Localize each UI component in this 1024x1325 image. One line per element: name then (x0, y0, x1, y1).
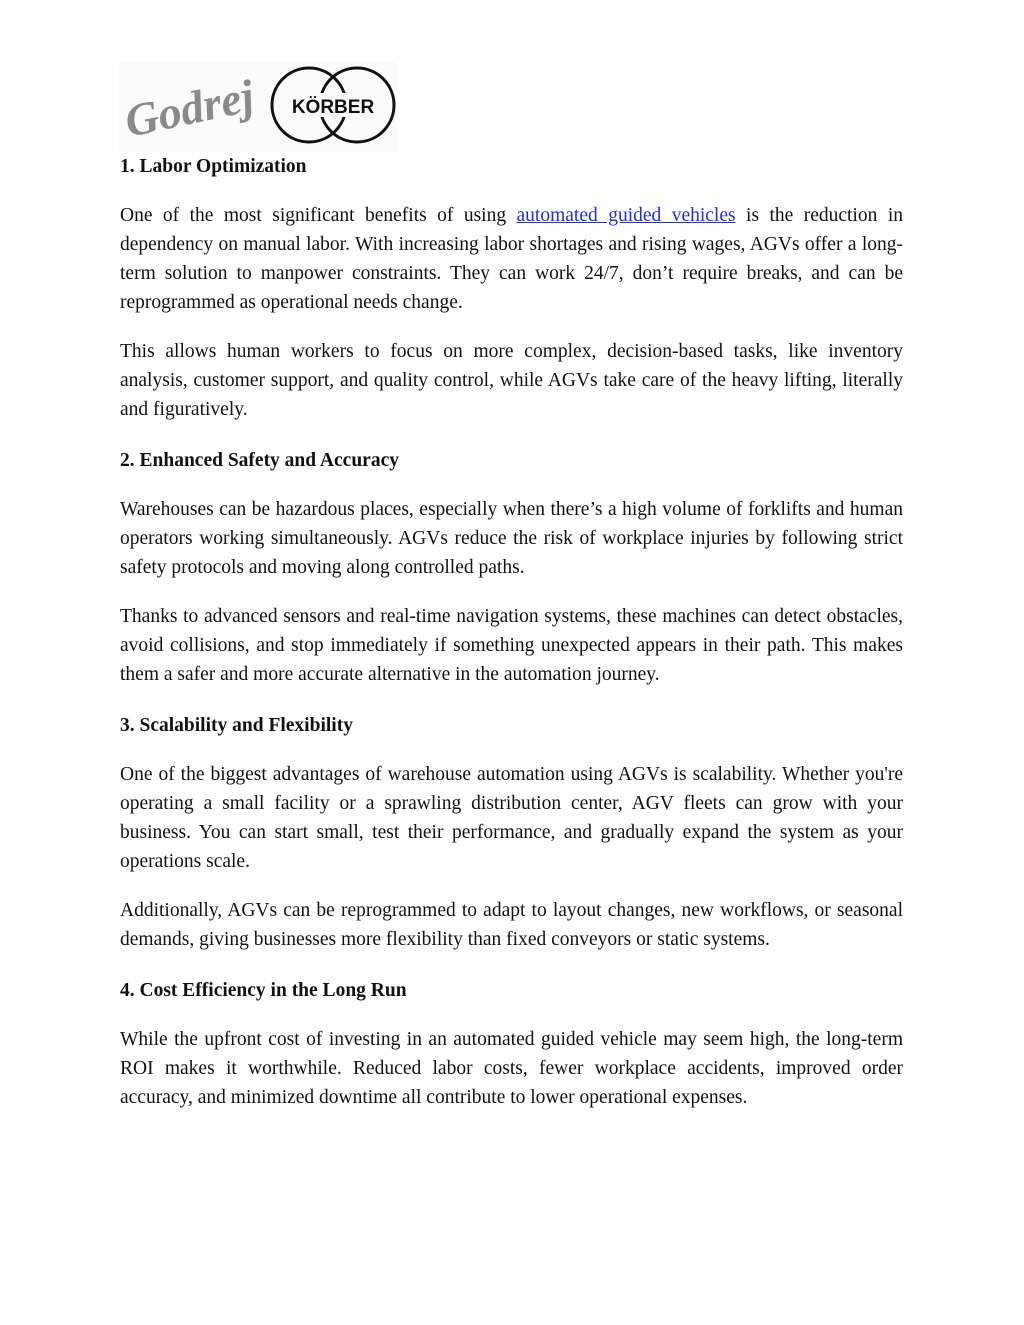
paragraph-text: One of the most significant benefits of using (120, 205, 517, 226)
article-body (120, 150, 903, 1112)
header-logos (119, 62, 397, 152)
korber-logo (269, 62, 397, 152)
section-heading-safety-accuracy: 2. Enhanced Safety and Accuracy (120, 450, 399, 471)
paragraph: While the upfront cost of investing in an automated guided vehicle may seem high, the long-term ROI makes it worthwhile. Reduced labor costs, fewer workplace accidents, improved order accuracy, and minimized downtime all contribute to lower operational expenses. (120, 1029, 903, 1108)
paragraph: Thanks to advanced sensors and real-time navigation systems, these machines can detect obstacles, avoid collisions, and stop immediately if something unexpected appears in their path. This makes them a safer and more accurate alternative in the automation journey. (120, 606, 903, 685)
section-heading-cost-efficiency: 4. Cost Efficiency in the Long Run (120, 980, 407, 1001)
paragraph: Warehouses can be hazardous places, especially when there’s a high volume of forklifts and human operators working simultaneously. AGVs reduce the risk of workplace injuries by following strict safety protocols and moving along controlled paths. (120, 499, 903, 578)
paragraph (120, 201, 903, 317)
automated-guided-vehicles-link[interactable]: automated guided vehicles (516, 205, 736, 226)
paragraph: One of the biggest advantages of warehouse automation using AGVs is scalability. Whether you're operating a small facility or a sprawling distribution center, AGV fleets can grow with your business. You can start small, test their performance, and gradually expand the system as your operations scale. (120, 764, 903, 872)
paragraph: This allows human workers to focus on more complex, decision-based tasks, like inventory analysis, customer support, and quality control, while AGVs take care of the heavy lifting, literally and figuratively. (120, 341, 903, 420)
korber-wordmark: KÖRBER (291, 97, 375, 118)
godrej-logo (119, 62, 269, 152)
godrej-wordmark: Godrej (120, 69, 259, 147)
paragraph: Additionally, AGVs can be reprogrammed to adapt to layout changes, new workflows, or seasonal demands, giving businesses more flexibility than fixed conveyors or static systems. (120, 900, 903, 950)
paragraph-text: is the reduction in dependency on manual labor. With increasing labor shortages and rising wages, AGVs offer a long-term solution to manpower constraints. They can work 24/7, don’t require breaks, and can be reprogrammed as operational needs change. (120, 205, 903, 313)
section-heading-scalability-flexibility: 3. Scalability and Flexibility (120, 715, 353, 736)
section-heading-labor-optimization: 1. Labor Optimization (120, 156, 307, 177)
